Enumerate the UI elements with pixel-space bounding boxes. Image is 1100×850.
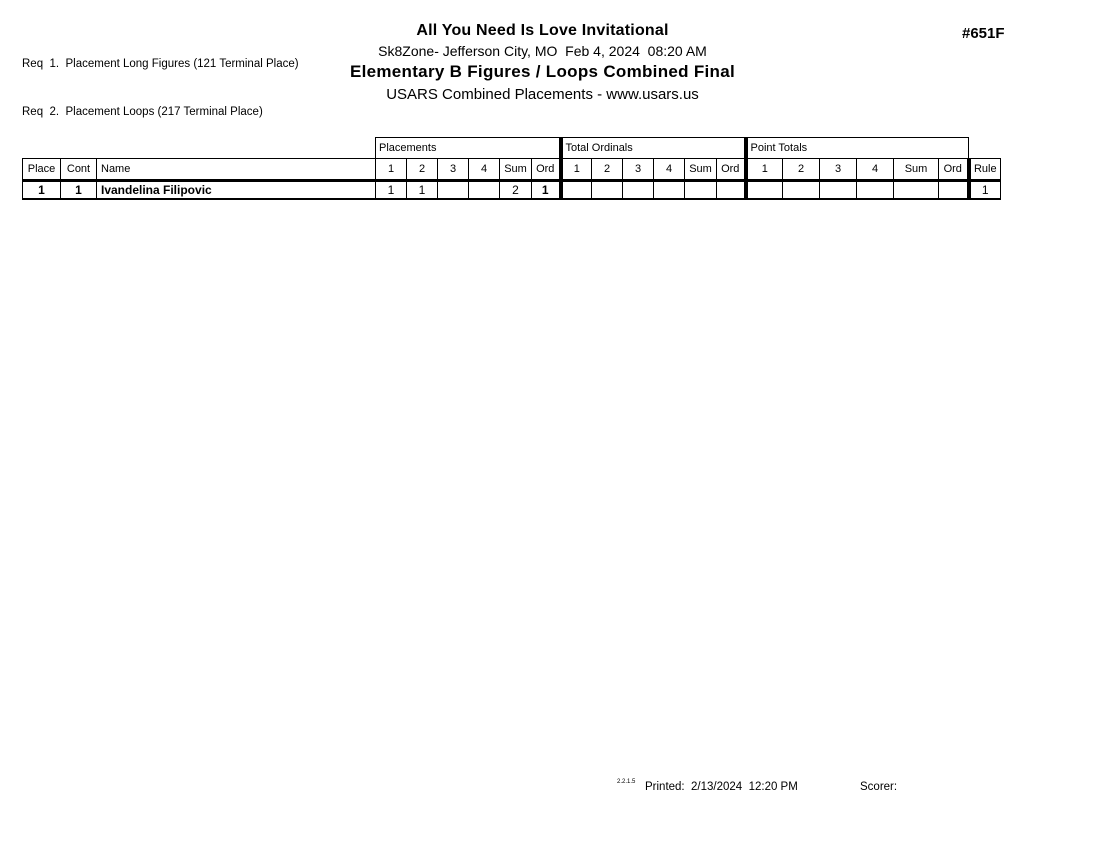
col-header-points-1: 1 (746, 159, 783, 181)
cell-ordinals-1 (561, 181, 592, 200)
col-header-placements-3: 3 (438, 159, 469, 181)
col-header-points-3: 3 (820, 159, 857, 181)
col-header-points-4: 4 (857, 159, 894, 181)
cell-rule: 1 (969, 181, 1001, 200)
cell-placements-4 (469, 181, 500, 200)
col-header-ordinals-ord: Ord (717, 159, 746, 181)
req-line-1: Req 1. Placement Long Figures (121 Terminal Place) (22, 58, 299, 70)
col-header-name: Name (97, 159, 376, 181)
cell-placements-sum: 2 (500, 181, 532, 200)
cell-points-3 (820, 181, 857, 200)
col-header-placements-sum: Sum (500, 159, 532, 181)
cell-skater-name: Ivandelina Filipovic (97, 181, 376, 200)
col-header-placements-4: 4 (469, 159, 500, 181)
scorer-label: Scorer: (860, 781, 898, 793)
col-header-cont: Cont (61, 159, 97, 181)
group-spacer-left (23, 138, 376, 159)
col-header-placements-ord: Ord (532, 159, 561, 181)
scoring-system-line: USARS Combined Placements - www.usars.us (386, 86, 699, 103)
group-header-total-ordinals: Total Ordinals (561, 138, 746, 159)
software-version: 2.2.1.5 (617, 779, 636, 785)
cell-points-ord (939, 181, 969, 200)
col-header-points-sum: Sum (894, 159, 939, 181)
group-header-placements: Placements (376, 138, 561, 159)
col-header-place: Place (23, 159, 61, 181)
cell-points-2 (783, 181, 820, 200)
col-header-ordinals-4: 4 (654, 159, 685, 181)
printed-timestamp (645, 781, 798, 793)
cell-ordinals-2 (592, 181, 623, 200)
cell-cont: 1 (61, 181, 97, 200)
group-spacer-right (969, 138, 1001, 159)
col-header-placements-2: 2 (407, 159, 438, 181)
cell-placements-ord: 1 (532, 181, 561, 200)
col-header-placements-1: 1 (376, 159, 407, 181)
cell-points-sum (894, 181, 939, 200)
cell-placements-1: 1 (376, 181, 407, 200)
cell-ordinals-sum (685, 181, 717, 200)
col-header-rule: Rule (969, 159, 1001, 181)
venue-date-line: Sk8Zone- Jefferson City, MO Feb 4, 2024 08:20 AM (378, 43, 707, 59)
cell-points-4 (857, 181, 894, 200)
col-header-ordinals-1: 1 (561, 159, 592, 181)
printed-label: Printed: (645, 781, 685, 793)
cell-place: 1 (23, 181, 61, 200)
results-table (22, 137, 1001, 200)
cell-ordinals-4 (654, 181, 685, 200)
division-title: Elementary B Figures / Loops Combined Final (349, 62, 736, 81)
header-titles (0, 22, 1085, 103)
cell-placements-2: 1 (407, 181, 438, 200)
printed-value: 2/13/2024 12:20 PM (691, 781, 798, 793)
col-header-points-ord: Ord (939, 159, 969, 181)
group-header-row (23, 138, 1001, 159)
col-header-points-2: 2 (783, 159, 820, 181)
col-header-ordinals-sum: Sum (685, 159, 717, 181)
cell-points-1 (746, 181, 783, 200)
col-header-ordinals-2: 2 (592, 159, 623, 181)
group-header-point-totals: Point Totals (746, 138, 969, 159)
req-line-2: Req 2. Placement Loops (217 Terminal Place) (22, 106, 263, 118)
skater-result-row (23, 181, 1001, 200)
cell-ordinals-3 (623, 181, 654, 200)
column-header-row (23, 159, 1001, 181)
event-name-title: All You Need Is Love Invitational (416, 22, 669, 39)
cell-ordinals-ord (717, 181, 746, 200)
cell-placements-3 (438, 181, 469, 200)
event-number: #651F (962, 25, 1005, 42)
col-header-ordinals-3: 3 (623, 159, 654, 181)
